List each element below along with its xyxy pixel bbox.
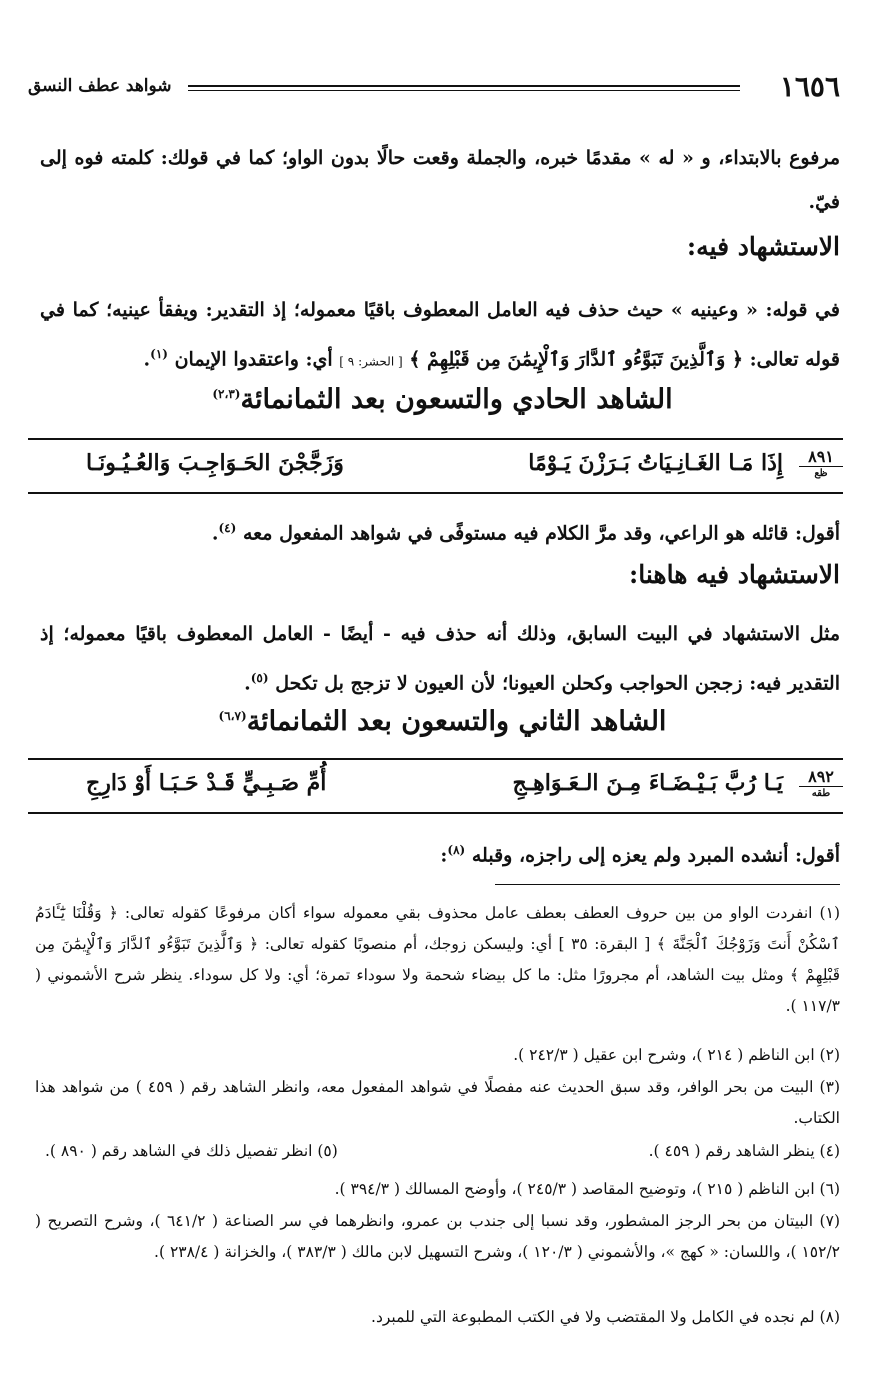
page-number: ١٦٥٦ [779,70,840,103]
aqulu-label: أقول: [795,522,840,545]
verse-number-value: ٨٩٢ [808,767,834,786]
footnote-1: (١) انفردت الواو من بين حروف العطف بعطف عامل محذوف بقي معموله سواء أكان مرفوعًا كقوله تعالى: ﴿ وَقُلْنَا يَٰٓـَٔادَمُ ٱسْكُنْ أَنتَ وَزَوْجُكَ ٱلْجَنَّةَ ﴾ [ البقرة: ٣٥ ] أي: وليسكن زوجك، أم منصوبًا كقوله تعالى: ﴿ وَٱلَّذِينَ تَبَوَّءُو ٱلدَّارَ وَٱلْإِيمَٰنَ مِن قَبْلِهِمْ ﴾ ومثل بيت الشاهد، أم مجرورًا مثل: ما كل بيضاء شحمة ولا سوداء تمرة؛ أي: ولا كل سوداء. ينظر شرح الأشموني ( ١١٧/٣ ). [35,904,840,1015]
footnote-marker: (٤) [218,521,237,535]
quran-quote: في قوله تعالى: ﴿ وَٱلَّذِينَ تَبَوَّءُو ٱلدَّارَ وَٱلْإِيمَٰنَ مِن قَبْلِهِمْ ﴾ [40,299,840,371]
hemistich-first: يَـا رُبَّ بَـيْـضَـاءَ مِـنَ الـعَـوَاهِـجِ [512,770,783,796]
footnote-5: (٥) انظر تفصيل ذلك في الشاهد رقم ( ٨٩٠ ). [45,1142,338,1160]
verse-rule-bottom [28,492,843,494]
verse-line [28,444,843,488]
punctuation: . [143,348,151,371]
paragraph-text: أنشده المبرد ولم يعزه إلى راجزه، وقبله [471,844,789,867]
paragraph-istishhad-hahuna [40,612,840,705]
running-header [28,70,840,106]
paragraph-line: في قوله: « وعينيه » حيث حذف فيه العامل المعطوف باقيًا معموله؛ إذ التقدير: ويفقأ عينيه؛ كما [72,299,840,321]
footnote-4: (٤) ينظر الشاهد رقم ( ٤٥٩ ). [648,1142,840,1160]
footnote-6: (٦) ابن الناظم ( ٢١٥ )، وتوضيح المقاصد ( ٢٤٥/٣ )، وأوضح المسالك ( ٣٩٤/٣ ). [334,1180,840,1198]
footnote-marker: (٦،٧) [218,709,247,723]
footnote-7: (٧) البيتان من بحر الرجز المشطور، وقد نسبا إلى جندب بن عمرو، وانظرهما في سر الصناعة ( ٦٤١/٢ )، وشرح التصريح ( ١٥٢/٢ )، واللسان: « كهج »، والأشموني ( ١٢٠/٣ )، وشرح التسهيل لابن مالك ( ٣٨٣/٣ )، والخزانة ( ٢٣٨/٤ ). [35,1212,840,1261]
verse-number-value: ٨٩١ [808,447,834,466]
verse-meter: طقه [799,786,843,801]
paragraph-istishhad [40,288,840,383]
paragraph-aqulu [40,828,840,877]
section-heading-istishhad: الاستشهاد فيه: [686,232,840,261]
footnote-8: (٨) لم نجده في الكامل ولا المقتضب ولا في الكتب المطبوعة التي للمبرد. [371,1308,840,1326]
footnote-marker: (٨) [447,843,466,857]
verse-rule-top [28,438,843,440]
punctuation: : [440,844,448,867]
witness-title [0,706,885,737]
footnote-marker: (٢،٣) [212,387,241,401]
footnote-marker: (١) [150,347,168,361]
section-heading-hahuna: الاستشهاد فيه هاهنا: [629,560,840,589]
aqulu-label: أقول: [795,844,840,867]
witness-title [0,384,885,415]
verse-rule-top [28,758,843,760]
footnote-marker: (٥) [250,671,269,685]
quran-reference: [ الحشر: ٩ ] [339,354,403,369]
verse-line [28,764,843,808]
punctuation: . [211,522,219,545]
witness-title-text: الشاهد الثاني والتسعون بعد الثمانمائة [246,706,667,737]
paragraph-text: قائله هو الراعي، وقد مرَّ الكلام فيه مستوفًى في شواهد المفعول معه [242,522,789,545]
verse-number [799,448,843,481]
verse-number [799,768,843,801]
header-rule-thin [188,90,740,91]
footnote-row-4-5 [35,1142,840,1172]
hemistich-first: إِذَا مَـا الغَـانِـيَاتُ بَـرَزْنَ يَـوْمًا [528,450,783,476]
verse-meter: ظع [799,466,843,481]
footnote-3: (٣) البيت من بحر الوافر، وقد سبق الحديث عنه مفصلًا في شواهد المفعول معه، وانظر الشاهد رقم ( ٤٥٩ ) من شواهد هذا الكتاب. [35,1078,840,1127]
punctuation: . [244,672,251,695]
verse-rule-bottom [28,812,843,814]
paragraph-continuation: مرفوع بالابتداء، و « له » مقدمًا خبره، والجملة وقعت حالًا بدون الواو؛ كما في قولك: كلمته فوه إلى فيّ. [40,147,840,213]
footnote-2: (٢) ابن الناظم ( ٢١٤ )، وشرح ابن عقيل ( ٢٤٢/٣ ). [513,1046,840,1064]
paragraph-aqulu [40,506,840,555]
paragraph-line: أي: واعتقدوا الإيمان [174,348,333,371]
paragraph-text: مثل الاستشهاد في البيت السابق، وذلك أنه حذف فيه - أيضًا - العامل المعطوف باقيًا معموله؛ إذ التقدير فيه: زججن الحواجب وكحلن العيونا؛ لأن العيون لا تزجج بل تكحل [40,623,840,695]
witness-title-text: الشاهد الحادي والتسعون بعد الثمانمائة [240,384,673,415]
running-title: شواهد عطف النسق [28,76,172,96]
hemistich-second: أُمِّ صَـبِـيٍّ قَـدْ حَـبَـا أَوْ دَارِجِ [86,770,327,796]
hemistich-second: وَزَجَّجْنَ الحَـوَاجِـبَ وَالعُـيُـونَـا [86,450,344,476]
header-rule [188,85,740,87]
footnote-separator [495,884,840,885]
